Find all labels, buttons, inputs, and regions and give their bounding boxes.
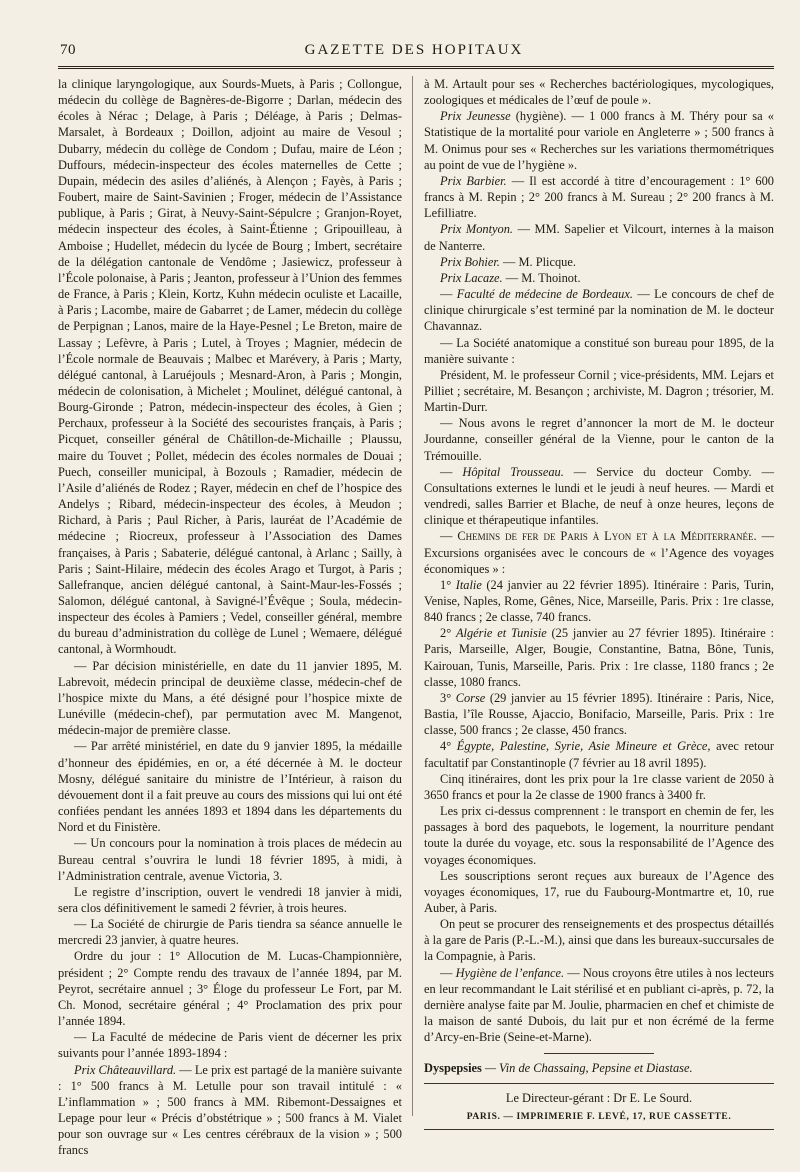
paragraph-text: — Service du docteur Comby. — Consultations externes le lundi et le jeudi à neuf heures. — Mardi et vendredi, salles Barrier et Blache, de neuf à onze heures, leçons de clinique et thérapeutique infantiles. [424, 464, 774, 528]
right-column [424, 76, 774, 1130]
advertisement-text: — Vin de Chassaing, Pepsine et Diastase. [481, 1061, 693, 1076]
footer-rule [424, 1083, 774, 1084]
itinerary-label: Italie [455, 577, 482, 592]
paragraph: — La Société de chirurgie de Paris tiendra sa séance annuelle le mercredi 23 janvier, à quatre heures. [58, 917, 402, 948]
paragraph [424, 221, 774, 253]
separator-rule [544, 1053, 654, 1054]
paragraph: — Hygiène de l’enfance. — Nous croyons être utiles à nos lecteurs en leur recommandant le Lait stérilisé et en publiant ci-après, p. 72, la dernière analyse faite par M. Joulie, pharmacien en chef et chimiste de la maison de santé Dubois, du lait pur et non écrémé de la ferme d’Arcy-en-Brie (Seine-et-Marne). [424, 965, 774, 1045]
paragraph-text: avec retour facultatif par Constantinople (7 février au 18 avril 1895). [424, 739, 775, 770]
paragraph: 4° Égypte, Palestine, Syrie, Asie Mineure et Grèce, avec retour facultatif par Constantinople (7 février au 18 avril 1895). [424, 739, 775, 770]
paragraph: — Faculté de médecine de Bordeaux. — Le concours de chef de clinique chirurgicale s’est terminé par la nomination de M. le docteur Chavannaz. [424, 287, 774, 334]
paragraph-text: (hygiène). — 1 000 francs à M. Théry pour sa « Statistique de la mortalité pour variole en Angleterre » ; 500 francs à M. Onimus pour ses « Recherches sur les variations thermométriques au point de vue de l’hygiène ». [424, 109, 775, 172]
paragraph-text: — M. Plicque. [499, 254, 576, 269]
paragraph: 3° Corse (29 janvier au 15 février 1895). Itinéraire : Paris, Nice, Bastia, l’île Rousse, Ajaccio, Bonifacio, Marseille, Paris. Prix : 1re classe, 500 francs ; 2e classe, 450 francs. [424, 690, 774, 738]
paragraph [424, 108, 774, 173]
itinerary-label: Algérie et Tunisie [455, 626, 547, 641]
paragraph-text: (24 janvier au 22 février 1895). Itinéraire : Paris, Turin, Venise, Naples, Rome, Gênes, Nice, Marseille, Paris. Prix : 1re classe, 840 francs ; 2e classe, 740 francs. [424, 577, 774, 625]
paragraph: — Par arrêté ministériel, en date du 9 janvier 1895, la médaille d’honneur des épidémies, en or, a été décernée à M. le docteur Mosny, délégué sanitaire du ministre de l’Intérieur, à raison du dévouement dont il a fait preuve au cours des missions qui lui ont été confiées pendant les années 1893 et 1894 dans les départements du Nord et du Finistère. [58, 739, 402, 835]
paragraph: 2° Algérie et Tunisie (25 janvier au 27 février 1895). Itinéraire : Paris, Marseille, Alger, Bougie, Constantine, Batna, Bône, Tunis, Kairouan, Tunis, Marseille, Paris. Prix : 1re classe, 1180 francs ; 2e classe, 1080 francs. [424, 626, 774, 689]
running-title: GAZETTE DES HOPITAUX [304, 42, 524, 58]
paragraph: Le registre d’inscription, ouvert le vendredi 18 janvier à midi, sera clos définitivement le samedi 2 février, à trois heures. [58, 884, 402, 915]
itinerary-label: Corse [455, 690, 486, 705]
itinerary-label: Égypte, Palestine, Syrie, Asie Mineure et Grèce, [456, 739, 711, 754]
paragraph [424, 270, 774, 286]
paragraph: la clinique laryngologique, aux Sourds-Muets, à Paris ; Collongue, médecin du collège de Bagnères-de-Bigorre ; Darlan, médecin des écoles à Nérac ; Delage, à Paris ; Déléage, à Paris ; Delmas-Marsalet, à Bordeaux ; Doillon, adjoint au maire de Vesoul ; Dubarry, médecin du collège de Condom ; Dufau, maire de Léon ; Duffours, médecin-inspecteur des écoles maternelles de Cette ; Dupain, médecin des asiles d’aliénés, à Alençon ; Fayès, à Paris ; Foubert, maire de Saint-Savinien ; Froger, médecin de l’Assistance publique, à Paris ; Girat, à Neuvy-Saint-Sépulcre ; Granjon-Royet, médecin inspecteur des écoles, à Saint-Étienne ; Gripouilleau, à Amboise ; Hudellet, médecin du lycée de Bourg ; Imbert, secrétaire de la délégation cantonale de Vendôme ; Jasiewicz, professeur à l’École polonaise, à Paris ; Jeanton, professeur à l’Union des femmes de France, à Paris ; Klein, Kortz, Kuhn médecin oculiste et Lacaille, à Paris ; Lacombe, maire de Gabarret ; de Lamer, médecin du collège de Perpignan ; Lanos, maire de la Haye-Pesnel ; Le Breton, maire de Lassay ; Lefèvre, à Paris ; Lutel, à Troyes ; Magnier, médecin de l’École normale de Beauvais ; Malbec et Marévery, à Paris ; Marty, délégué cantonal, à Laruéjouls ; Mesnard-Aron, à Paris ; Mongin, médecin de colonisation, à Michelet ; Moulinet, délégué cantonal, à Bourg-Gironde ; Patron, médecin-inspecteur des écoles, à Gien ; Perchaux, professeur à la Société des secouristes français, à Paris ; Picquet, conseiller général de Châtillon-de-Michaille ; Plaussu, maire du Touvet ; Pollet, médecin des écoles normales de Douai ; Puech, conseiller municipal, à Bozouls ; Ramadier, médecin de l’Asile d’aliénés de Rodez ; Rayer, médecin en chef de l’hospice des Andelys ; Ribard, médecin-inspecteur des écoles, à Meudon ; Richard, à Paris ; Paul Richer, à Paris, lauréat de l’Académie de médecine ; Riocreux, professeur à l’Association des Dames françaises, à Paris ; Sabaterie, délégué cantonal, à Arlanc ; Sailly, à Paris ; Saint-Hilaire, médecin des écoles Arago et Turgot, à Paris ; Sallefranque, ancien délégué cantonal, à Saint-Maur-les-Fossés ; Salomon, délégué cantonal, à Savigné-l’Évêque ; Soula, médecin-inspecteur des écoles à Pamiers ; Vedel, conseiller général, membre du bureau d’administration du collège de Lunel ; Wemaere, délégué cantonal, à Wormhoudt. [58, 77, 402, 657]
paragraph: On peut se procurer des renseignements et des prospectus détaillés à la gare de Paris (P.-L.-M.), ainsi que dans les bureaux-succursales de la Compagnie, à Paris. [424, 917, 774, 964]
printer-credit: PARIS. — IMPRIMERIE F. LEVÉ, 17, RUE CASSETTE. [466, 1111, 732, 1122]
advertisement-label: Dyspepsies [424, 1061, 482, 1076]
paragraph: — La Faculté de médecine de Paris vient de décerner les prix suivants pour l’année 1893-1894 : [58, 1030, 402, 1061]
paragraph: — Nous avons le regret d’annoncer la mort de M. le docteur Jourdanne, conseiller général de la Vienne, pour le canton de la Trémouille. [424, 416, 774, 463]
paragraph: — La Société anatomique a constitué son bureau pour 1895, de la manière suivante : [424, 335, 774, 366]
page-number: 70 [60, 42, 76, 58]
prize-label: Prix Barbier. [440, 173, 507, 188]
bottom-rule [424, 1129, 774, 1130]
paragraph-text: (29 janvier au 15 février 1895). Itinéraire : Paris, Nice, Bastia, l’île Rousse, Ajaccio, Bonifacio, Marseille, Paris. Prix : 1re classe, 500 francs ; 2e classe, 450 francs. [424, 690, 774, 738]
paragraph: à M. Artault pour ses « Recherches bactériologiques, mycologiques, zoologiques et médicales de l’œuf de poule ». [424, 77, 774, 108]
paragraph: — Un concours pour la nomination à trois places de médecin au Bureau central s’ouvrira le lundi 18 février 1895, à midi, à l’Administration centrale, avenue Victoria, 3. [58, 836, 402, 883]
paragraph-text: — Il est accordé à titre d’encouragement : 1° 600 francs à M. Repin ; 2° 200 francs à M. Sureau ; 2° 200 francs à M. Lefilliatre. [424, 173, 774, 221]
paragraph-text: — M. Thoinot. [502, 270, 581, 285]
page-header [58, 40, 770, 64]
paragraph: — Par décision ministérielle, en date du 11 janvier 1895, M. Labrevoit, médecin principal de deuxième classe, médecin-chef de l’hospice mixte du Mans, a été désigné pour l’hospice mixte de Lunéville (médecin-chef), par permutation avec M. Mangenot, médecin-major de première classe. [58, 658, 402, 738]
paragraph-text: — MM. Sapelier et Vilcourt, internes à la maison de Nanterre. [424, 222, 774, 253]
prize-label: Prix Bohier. [440, 254, 500, 269]
prize-label: Prix Lacaze. [440, 270, 503, 285]
left-column [58, 76, 402, 1158]
director-credit: Le Directeur-gérant : Dr E. Le Sourd. [505, 1090, 693, 1105]
paragraph-text: — Excursions organisées avec le concours de « l’Agence des voyages économiques » : [424, 529, 774, 576]
paragraph-text: (25 janvier au 27 février 1895). Itinéraire : Paris, Marseille, Alger, Bougie, Constantine, Batna, Bône, Tunis, Kairouan, Tunis, Marseille, Paris. Prix : 1re classe, 1180 francs ; 2e classe, 1080 francs. [424, 626, 774, 689]
paragraph: Les prix ci-dessus comprennent : le transport en chemin de fer, les passages à bord des paquebots, le logement, la nourriture pendant toute la durée du voyage, etc. sous la responsabilité de l’Agence des voyages économiques. [424, 804, 774, 867]
section-label: Faculté de médecine de Bordeaux. [456, 287, 633, 302]
paragraph: — Chemins de fer de Paris à Lyon et à la Méditerranée. — Excursions organisées avec le concours de « l’Agence des voyages économiques » : [424, 529, 774, 576]
paragraph [58, 1062, 402, 1159]
section-label: Hôpital Trousseau. [462, 464, 564, 479]
paragraph: Cinq itinéraires, dont les prix pour la 1re classe varient de 2050 à 3650 francs et pour la 2e classe de 1900 francs à 3400 fr. [424, 771, 774, 802]
paragraph: — Hôpital Trousseau. — Service du docteur Comby. — Consultations externes le lundi et le jeudi à neuf heures. — Mardi et vendredi, salles Barrier et Blache, de neuf à onze heures, leçons de clinique et thérapeutique infantiles. [424, 464, 774, 528]
header-rule [58, 66, 774, 69]
paragraph: 1° Italie (24 janvier au 22 février 1895). Itinéraire : Paris, Turin, Venise, Naples, Rome, Gênes, Nice, Marseille, Paris. Prix : 1re classe, 840 francs ; 2e classe, 740 francs. [424, 577, 774, 625]
section-label: Hygiène de l’enfance. [455, 965, 565, 980]
paragraph: Président, M. le professeur Cornil ; vice-présidents, MM. Lejars et Pilliet ; secrétaire, M. Besançon ; archiviste, M. Dagron ; trésorier, M. Martin-Durr. [424, 367, 774, 415]
advertisement [424, 1060, 774, 1076]
paragraph-text: — Nous croyons être utiles à nos lecteurs en leur recommandant le Lait stérilisé et en publiant ci-après, p. 72, la dernière analyse faite par M. Joulie, pharmacien en chef et chimiste de la maison de santé Dubois, du lait pur et non écrémé de la ferme d’Arcy-en-Brie (Seine-et-Marne). [424, 965, 774, 1045]
section-label: Chemins de fer de Paris à Lyon et à la Méditerranée. [457, 529, 757, 544]
paragraph [424, 173, 774, 221]
prize-label: Prix Châteauvillard. [74, 1062, 177, 1077]
paragraph: Les souscriptions seront reçues aux bureaux de l’Agence des voyages économiques, 17, rue du Faubourg-Montmartre et, 10, rue Auber, à Paris. [424, 868, 774, 915]
paragraph-text: — Le prix est partagé de la manière suivante : 1° 500 francs à M. Letulle pour son travail intitulé : « L’inflammation » ; 500 francs à MM. Ribemont-Dessaignes et Lepage pour leur « Précis d’obstétrique » ; 500 francs à M. Vialet pour son ouvrage sur « Les centres cérébraux de la vision » ; 500 francs [58, 1062, 402, 1158]
paragraph: Ordre du jour : 1° Allocution de M. Lucas-Championnière, président ; 2° Compte rendu des travaux de l’année 1894, par M. Peyrot, secrétaire annuel ; 3° Éloge du professeur Le Fort, par M. Ch. Monod, secrétaire général ; 4° Proclamation des prix pour l’année 1894. [58, 949, 402, 1029]
prize-label: Prix Jeunesse [440, 109, 511, 124]
paragraph [424, 254, 774, 270]
column-divider [412, 76, 413, 1116]
paragraph-text: — Le concours de chef de clinique chirurgicale s’est terminé par la nomination de M. le docteur Chavannaz. [424, 287, 774, 334]
prize-label: Prix Montyon. [440, 222, 514, 237]
